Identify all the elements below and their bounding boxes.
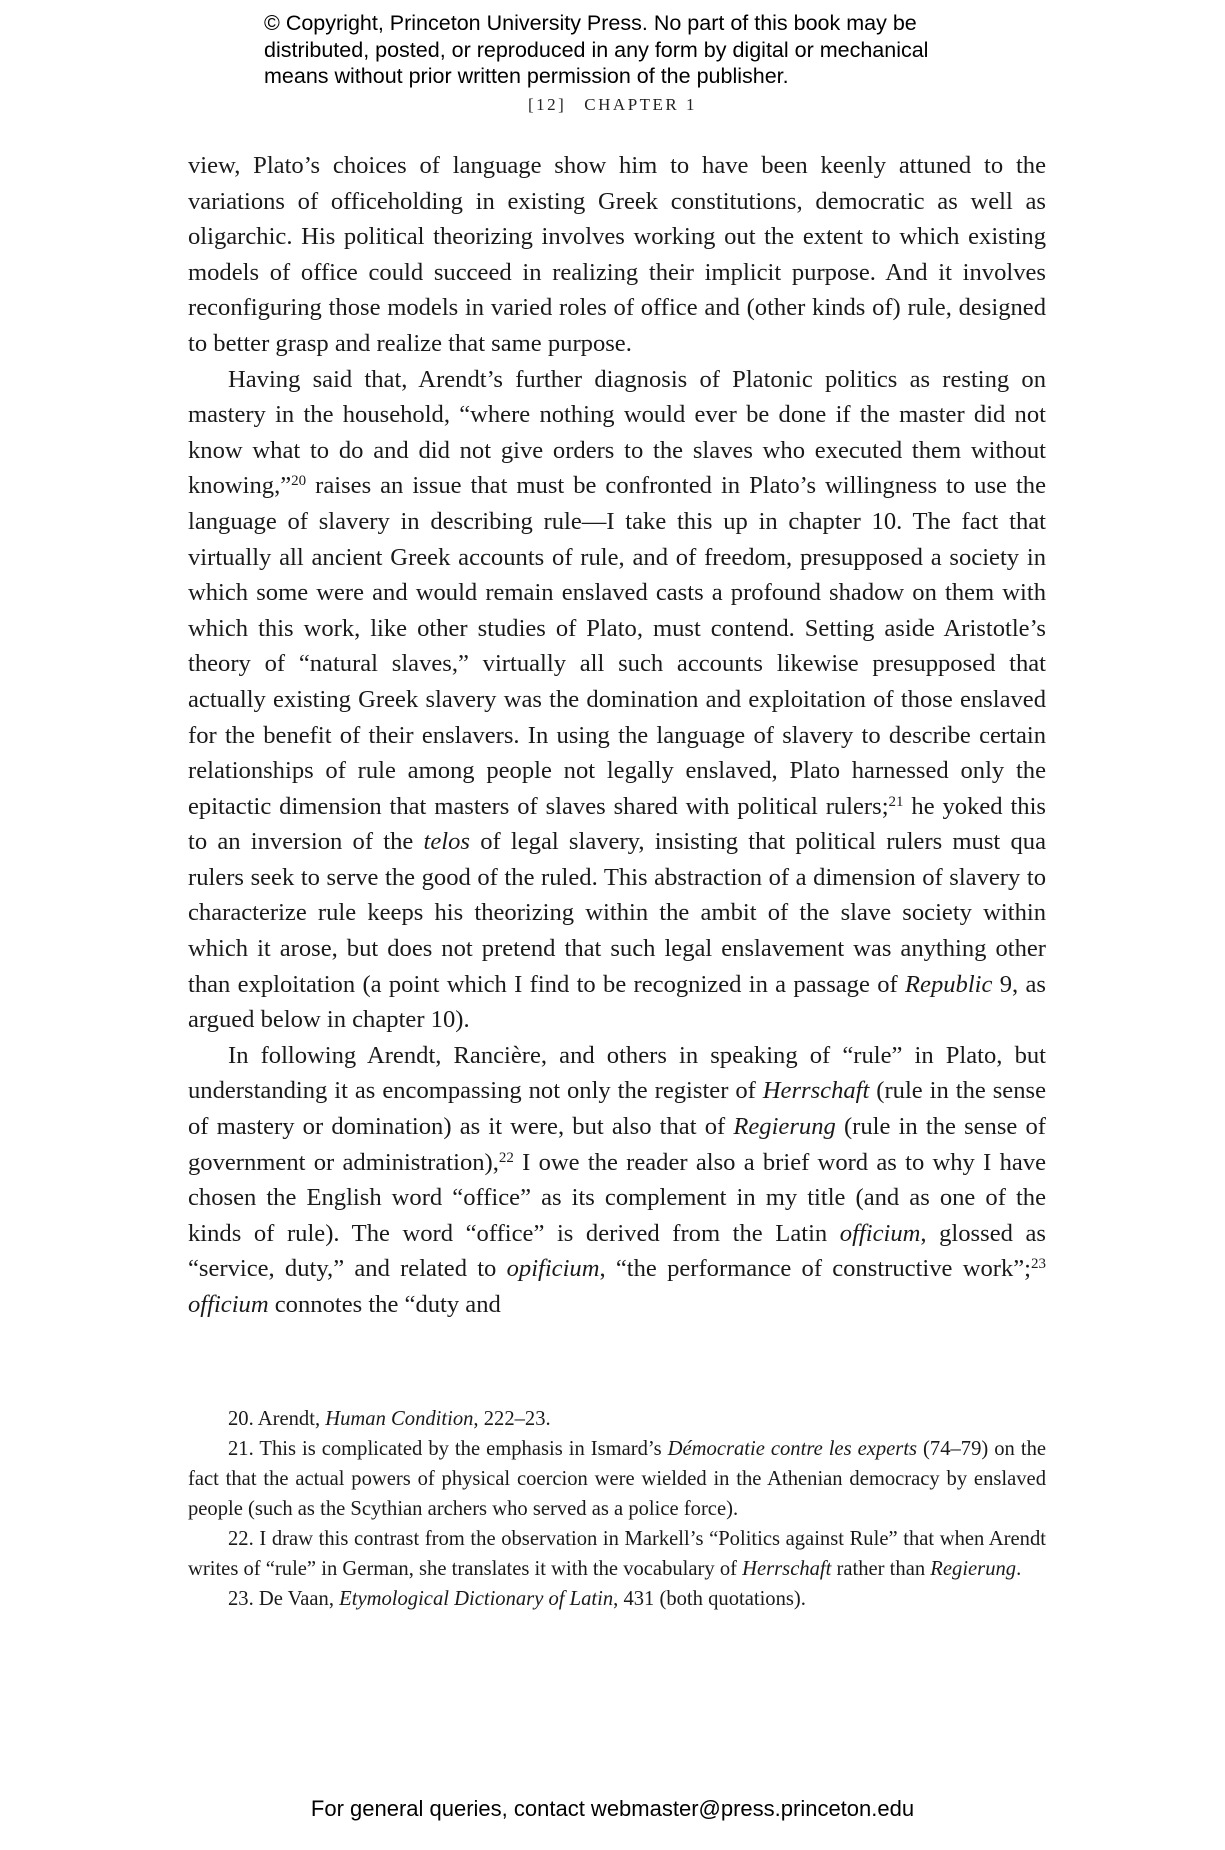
- footnote-21: 21. This is complicated by the emphasis in Ismard’s Démocratie contre les experts (74–79) on the fact that the actual powers of physical coercion were wielded in the Athenian democracy by enslaved people (such as the Scythian archers who served as a police force).: [188, 1438, 1047, 1520]
- footnotes: [188, 1404, 1046, 1614]
- footnote-ref-22: 22: [498, 1149, 514, 1166]
- copyright-line: © Copyright, Princeton University Press. No part of this book may be: [264, 11, 917, 35]
- paragraph: In following Arendt, Rancière, and others in speaking of “rule” in Plato, but understanding it as encompassing not only the register of Herrschaft (rule in the sense of mastery or domination) as it were, but also that of Regierung (rule in the sense of government or administration),$^{22}$ I owe the reader also a brief word as to why I have chosen the English word “office” as its complement in my title (and as one of the kinds of rule). The word “office” is derived from the Latin officium, glossed as “service, duty,” and related to opificium, “the performance of constructive work”;$^{23}$ officium connotes the “duty and: [188, 1041, 1046, 1318]
- copyright-notice: [264, 10, 984, 90]
- page-number: [12]: [527, 95, 567, 114]
- footnote-ref-21: 21: [888, 793, 904, 810]
- body-text: [188, 148, 1046, 1323]
- footer-contact: For general queries, contact webmaster@press.princeton.edu: [310, 1796, 915, 1821]
- copyright-line: means without prior written permission of the publisher.: [264, 64, 789, 88]
- footnote-20: 20. Arendt, Human Condition, 222–23.: [228, 1408, 551, 1430]
- footnote-ref-23: 23: [1031, 1256, 1046, 1273]
- copyright-line: distributed, posted, or reproduced in any form by digital or mechanical: [264, 37, 929, 62]
- footnote-ref-20: 20: [291, 473, 307, 490]
- running-head: [0, 95, 1225, 115]
- footnote-23: 23. De Vaan, Etymological Dictionary of Latin, 431 (both quotations).: [228, 1588, 806, 1610]
- footnote-22: 22. I draw this contrast from the observation in Markell’s “Politics against Rule” that when Arendt writes of “rule” in German, she translates it with the vocabulary of Herrschaft rather than Regierung.: [188, 1528, 1046, 1580]
- paragraph: Having said that, Arendt’s further diagnosis of Platonic politics as resting on mastery in the household, “where nothing would ever be done if the master did not know what to do and did not give orders to the slaves who executed them without knowing,”$^{20}$ raises an issue that must be confronted in Plato’s willingness to use the language of slavery in describing rule—I take this up in chapter 10. The fact that virtually all ancient Greek accounts of rule, and of freedom, presupposed a society in which some were and would remain enslaved casts a profound shadow on them with which this work, like other studies of Plato, must contend. Setting aside Aristotle’s theory of “natural slaves,” virtually all such accounts likewise presupposed that actually existing Greek slavery was the domination and exploitation of those enslaved for the benefit of their enslavers. In using the language of slavery to describe certain relationships of rule among people not legally enslaved, Plato harnessed only the epitactic dimension that masters of slaves shared with political rulers;$^{21}$ he yoked this to an inversion of the telos of legal slavery, insisting that political rulers must qua rulers seek to serve the good of the ruled. This abstraction of a dimension of slavery to characterize rule keeps his theorizing within the ambit of the slave society within which it arose, but does not pretend that such legal enslavement was anything other than exploitation (a point which I find to be recognized in a passage of Republic 9, as argued below in chapter 10).: [188, 365, 1046, 1034]
- paragraph: view, Plato’s choices of language show him to have been keenly attuned to the variations of officeholding in existing Greek constitutions, democratic as well as oligarchic. His political theorizing involves working out the extent to which existing models of office could succeed in realizing their implicit purpose. And it involves reconfiguring those models in varied roles of office and (other kinds of) rule, designed to better grasp and realize that same purpose.: [188, 152, 1046, 357]
- chapter-label: CHAPTER 1: [584, 95, 698, 114]
